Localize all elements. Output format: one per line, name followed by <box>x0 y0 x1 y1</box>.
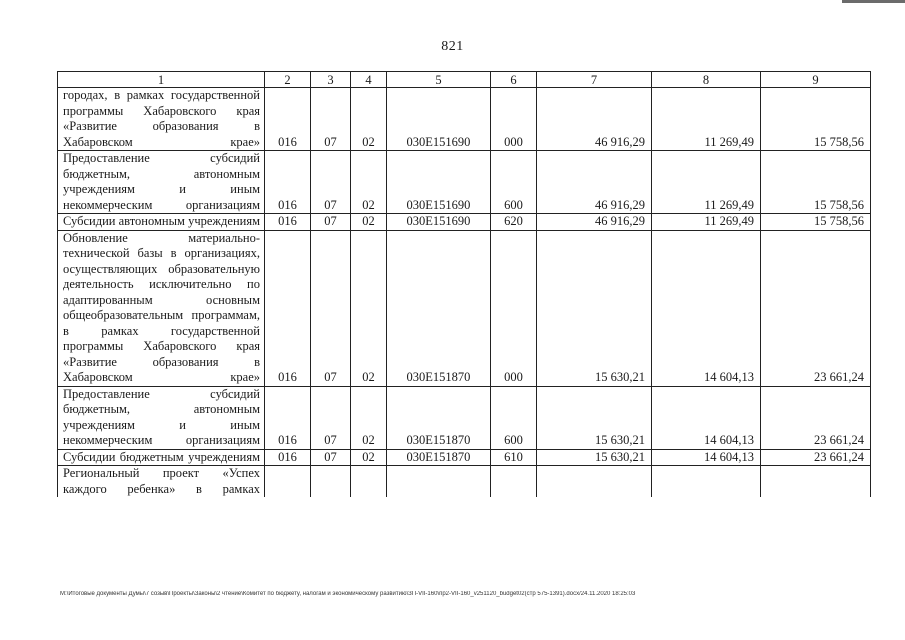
amount-col-7 <box>537 466 652 498</box>
ministry-code: 016 <box>265 214 311 231</box>
amount-col-7: 15 630,21 <box>537 449 652 466</box>
item-name: Субсидии автономным учреждениям <box>58 214 265 231</box>
amount-col-8 <box>652 466 761 498</box>
item-name: Предоставление субсидий бюджетным, автономным учреждениям и иным некоммерческим организациям <box>58 151 265 214</box>
amount-col-9: 23 661,24 <box>761 230 871 386</box>
section-code: 07 <box>311 230 351 386</box>
amount-col-9: 23 661,24 <box>761 386 871 449</box>
page-number: 821 <box>441 39 464 54</box>
amount-col-8: 14 604,13 <box>652 386 761 449</box>
expense-type-code: 610 <box>491 449 537 466</box>
column-header: 7 <box>537 72 652 88</box>
ministry-code <box>265 466 311 498</box>
subsection-code: 02 <box>351 88 387 151</box>
amount-col-9: 23 661,24 <box>761 449 871 466</box>
amount-col-9: 15 758,56 <box>761 214 871 231</box>
item-name: городах, в рамках государственной программы Хабаровского края «Развитие образования в Хабаровском крае» <box>58 88 265 151</box>
document-path-footer: M:\Итоговые документы Думы\7 созыв\Проекты\Законы\2 чтение\Комитет по бюджету, налогам и экономическому развитию\ЗП-VII-160\пр2-VII-160_v251120_budget02(стр 575-1391).docx/24.11.2020 18:25:03 <box>60 591 636 597</box>
section-code: 07 <box>311 386 351 449</box>
subsection-code <box>351 466 387 498</box>
target-article-code: 030E151870 <box>387 230 491 386</box>
column-header: 6 <box>491 72 537 88</box>
table-row <box>58 151 871 214</box>
table-row <box>58 449 871 466</box>
table-row <box>58 230 871 386</box>
section-code: 07 <box>311 88 351 151</box>
subsection-code: 02 <box>351 214 387 231</box>
target-article-code: 030E151690 <box>387 151 491 214</box>
subsection-code: 02 <box>351 230 387 386</box>
item-name: Региональный проект «Успех каждого ребенка» в рамках <box>58 466 265 498</box>
expense-type-code: 600 <box>491 151 537 214</box>
amount-col-7: 46 916,29 <box>537 88 652 151</box>
amount-col-8: 11 269,49 <box>652 88 761 151</box>
ministry-code: 016 <box>265 449 311 466</box>
amount-col-7: 46 916,29 <box>537 214 652 231</box>
target-article-code: 030E151690 <box>387 214 491 231</box>
expense-type-code: 600 <box>491 386 537 449</box>
column-header: 2 <box>265 72 311 88</box>
section-code <box>311 466 351 498</box>
column-header: 3 <box>311 72 351 88</box>
top-edge-rule <box>842 0 905 3</box>
section-code: 07 <box>311 214 351 231</box>
ministry-code: 016 <box>265 230 311 386</box>
amount-col-8: 11 269,49 <box>652 214 761 231</box>
column-header: 9 <box>761 72 871 88</box>
amount-col-9 <box>761 466 871 498</box>
amount-col-9: 15 758,56 <box>761 88 871 151</box>
ministry-code: 016 <box>265 88 311 151</box>
item-name: Обновление материально-технической базы в организациях, осуществляющих образовательную деятельность исключительно по адаптированным основным общеобразовательным программам, в рамках государственной программы Хабаровского края «Развитие образования в Хабаровском крае» <box>58 230 265 386</box>
target-article-code: 030E151870 <box>387 386 491 449</box>
amount-col-8: 14 604,13 <box>652 230 761 386</box>
table-row <box>58 88 871 151</box>
target-article-code: 030E151870 <box>387 449 491 466</box>
section-code: 07 <box>311 449 351 466</box>
ministry-code: 016 <box>265 386 311 449</box>
amount-col-8: 11 269,49 <box>652 151 761 214</box>
expense-type-code: 000 <box>491 230 537 386</box>
subsection-code: 02 <box>351 151 387 214</box>
budget-table <box>57 71 871 497</box>
item-name: Субсидии бюджетным учреждениям <box>58 449 265 466</box>
item-name: Предоставление субсидий бюджетным, автономным учреждениям и иным некоммерческим организациям <box>58 386 265 449</box>
section-code: 07 <box>311 151 351 214</box>
column-header: 5 <box>387 72 491 88</box>
table-header-row <box>58 72 871 88</box>
subsection-code: 02 <box>351 449 387 466</box>
amount-col-7: 46 916,29 <box>537 151 652 214</box>
column-header: 1 <box>58 72 265 88</box>
amount-col-7: 15 630,21 <box>537 386 652 449</box>
amount-col-9: 15 758,56 <box>761 151 871 214</box>
column-header: 4 <box>351 72 387 88</box>
subsection-code: 02 <box>351 386 387 449</box>
table-row <box>58 214 871 231</box>
target-article-code <box>387 466 491 498</box>
table-row <box>58 386 871 449</box>
amount-col-8: 14 604,13 <box>652 449 761 466</box>
table-row <box>58 466 871 498</box>
expense-type-code <box>491 466 537 498</box>
target-article-code: 030E151690 <box>387 88 491 151</box>
column-header: 8 <box>652 72 761 88</box>
expense-type-code: 000 <box>491 88 537 151</box>
ministry-code: 016 <box>265 151 311 214</box>
expense-type-code: 620 <box>491 214 537 231</box>
amount-col-7: 15 630,21 <box>537 230 652 386</box>
